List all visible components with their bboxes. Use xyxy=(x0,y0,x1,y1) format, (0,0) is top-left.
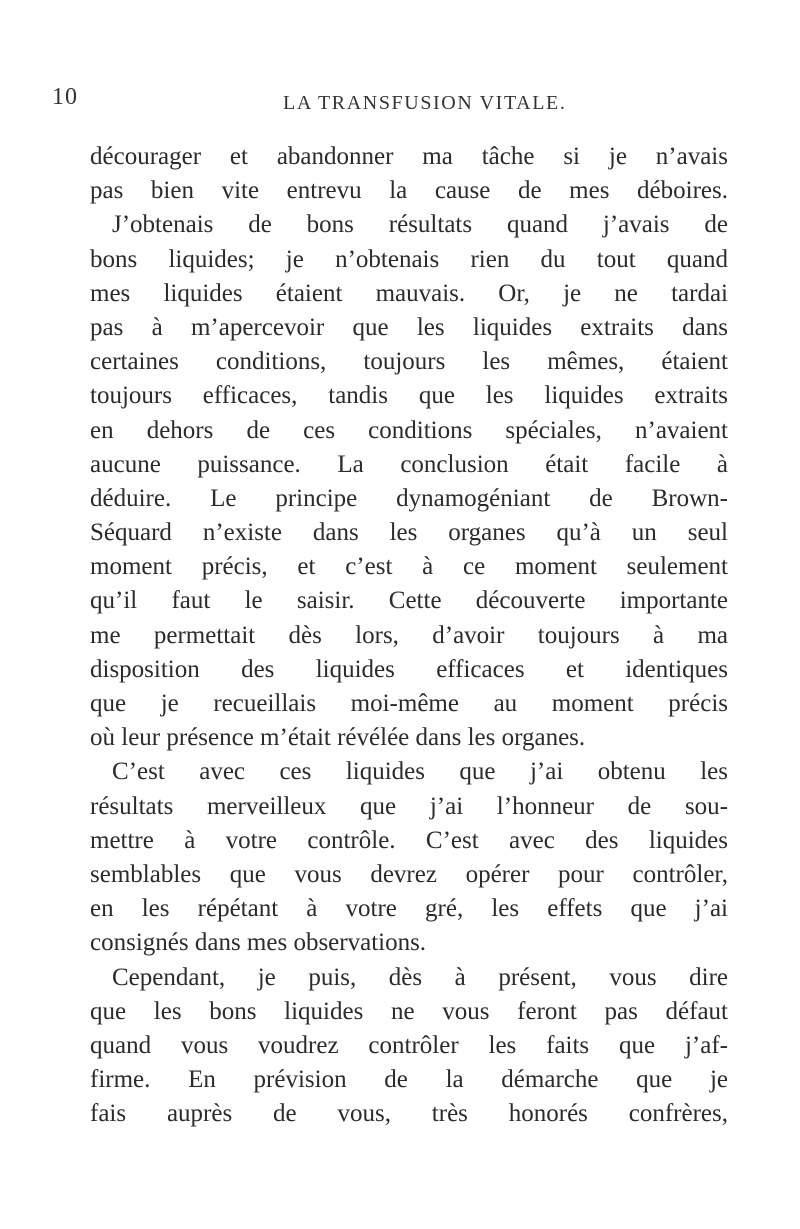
text-line: pas à m’apercevoir que les liquides extraits dans xyxy=(90,313,728,341)
text-line: certaines conditions, toujours les mêmes, étaient xyxy=(90,348,728,376)
text-line: semblables que vous devrez opérer pour contrôler, xyxy=(90,860,728,888)
text-line: me permettait dès lors, d’avoir toujours à ma xyxy=(90,621,728,649)
text-line: en les répétant à votre gré, les effets que j’ai xyxy=(90,895,728,923)
paragraph-start-line: C’est avec ces liquides que j’ai obtenu les xyxy=(112,758,728,786)
text-line: décourager et abandonner ma tâche si je n’avais xyxy=(90,143,728,170)
paragraph-start-line: Cependant, je puis, dès à présent, vous dire xyxy=(112,963,728,991)
running-title: LA TRANSFUSION VITALE. xyxy=(283,92,567,114)
text-line: pas bien vite entrevu la cause de mes déboires. xyxy=(90,177,728,205)
body-text xyxy=(90,140,728,1131)
text-line: mes liquides étaient mauvais. Or, je ne tardai xyxy=(90,279,728,307)
text-line: en dehors de ces conditions spéciales, n’avaient xyxy=(90,416,728,444)
paragraph-start-line: J’obtenais de bons résultats quand j’avais de xyxy=(112,211,728,239)
text-line: bons liquides; je n’obtenais rien du tout quand xyxy=(90,245,728,273)
text-line: firme. En prévision de la démarche que je xyxy=(90,1066,728,1094)
text-line: fais auprès de vous, très honorés confrères, xyxy=(90,1100,728,1128)
text-line: mettre à votre contrôle. C’est avec des liquides xyxy=(90,826,728,854)
text-line: qu’il faut le saisir. Cette découverte importante xyxy=(90,587,728,615)
paragraph-end-line: où leur présence m’était révélée dans les organes. xyxy=(90,724,586,752)
text-line: que les bons liquides ne vous feront pas défaut xyxy=(90,997,728,1025)
paragraph-end-line: consignés dans mes observations. xyxy=(90,929,427,957)
text-line: aucune puissance. La conclusion était facile à xyxy=(90,450,728,478)
text-line: résultats merveilleux que j’ai l’honneur de sou- xyxy=(90,792,728,820)
text-line: toujours efficaces, tandis que les liquides extraits xyxy=(90,382,728,410)
text-line: Séquard n’existe dans les organes qu’à un seul xyxy=(90,519,728,547)
text-line: moment précis, et c’est à ce moment seulement xyxy=(90,553,728,581)
text-line: déduire. Le principe dynamogéniant de Brown- xyxy=(90,484,728,512)
text-line: quand vous voudrez contrôler les faits que j’af- xyxy=(90,1031,728,1059)
text-line: que je recueillais moi-même au moment précis xyxy=(90,690,728,717)
text-line: disposition des liquides efficaces et identiques xyxy=(90,655,728,683)
page-number: 10 xyxy=(52,84,78,110)
